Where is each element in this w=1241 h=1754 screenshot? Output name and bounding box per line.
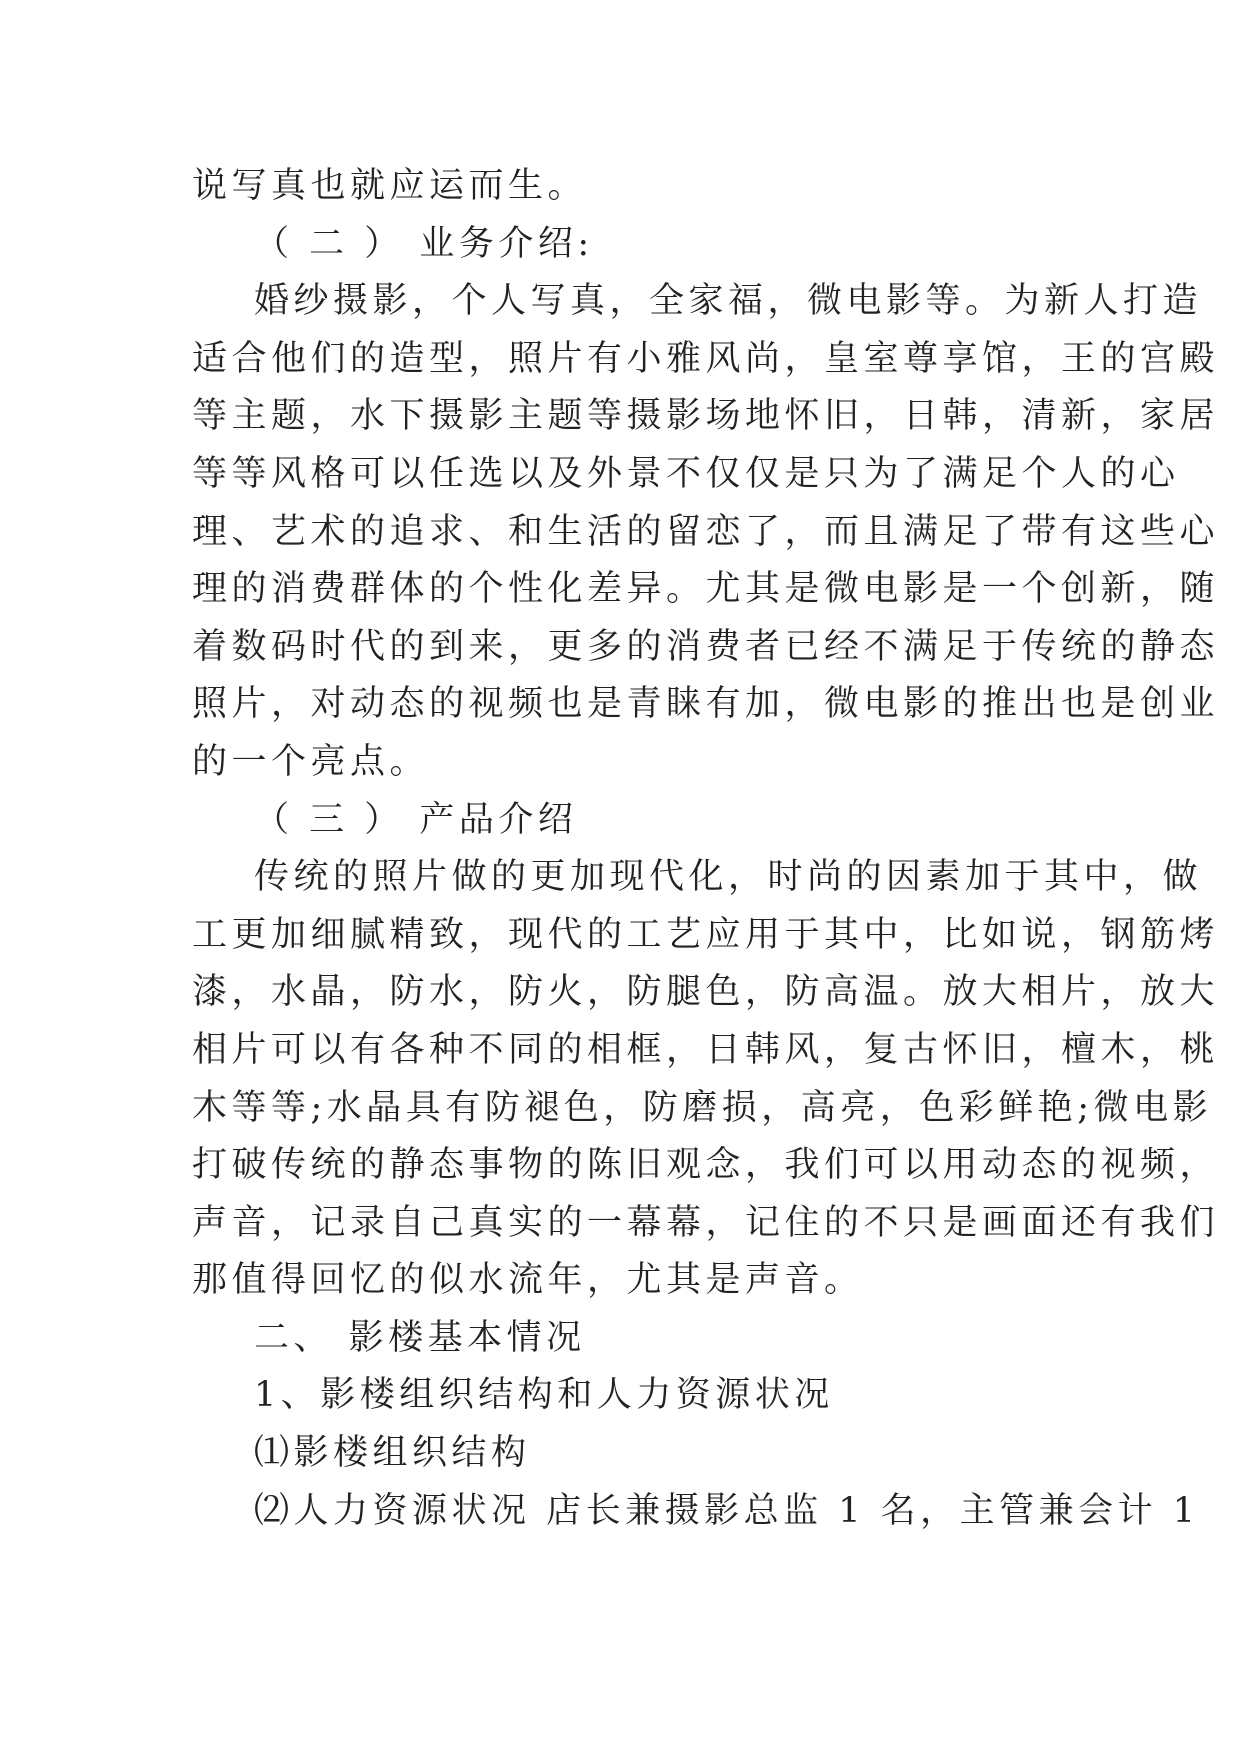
list-item: ⑴影楼组织结构 xyxy=(254,1433,531,1474)
paragraph-line: 声音，记录自己真实的一幕幕，记住的不只是画面还有我们 xyxy=(192,1202,1220,1243)
section-heading: （ 二 ） 业务介绍: xyxy=(254,223,594,264)
paragraph-line: 婚纱摄影，个人写真，全家福，微电影等。为新人打造 xyxy=(254,281,1203,322)
paragraph-line: 等主题，水下摄影主题等摄影场地怀旧，日韩，清新，家居 xyxy=(192,396,1220,437)
subsection-heading: 1、影楼组织结构和人力资源状况 xyxy=(254,1375,834,1416)
paragraph-line: 的一个亮点。 xyxy=(192,741,430,782)
paragraph-line: 打破传统的静态事物的陈旧观念，我们可以用动态的视频， xyxy=(192,1145,1220,1186)
section-heading: （ 三 ） 产品介绍 xyxy=(254,799,578,840)
paragraph-line: 相片可以有各种不同的相框，日韩风，复古怀旧，檀木，桃 xyxy=(192,1029,1220,1070)
paragraph-line: 照片，对动态的视频也是青睐有加，微电影的推出也是创业 xyxy=(192,684,1220,725)
document-body xyxy=(192,158,1220,1540)
paragraph-line: 木等等;水晶具有防褪色，防磨损，高亮，色彩鲜艳;微电影 xyxy=(192,1087,1213,1128)
paragraph-line: 那值得回忆的似水流年，尤其是声音。 xyxy=(192,1260,864,1301)
list-item: ⑵人力资源状况 店长兼摄影总监 1 名，主管兼会计 1 xyxy=(254,1490,1200,1531)
paragraph-line: 适合他们的造型，照片有小雅风尚，皇室尊享馆，王的宫殿 xyxy=(192,338,1220,379)
paragraph-line: 理的消费群体的个性化差异。尤其是微电影是一个创新，随 xyxy=(192,569,1220,610)
paragraph-line: 理、艺术的追求、和生活的留恋了，而且满足了带有这些心 xyxy=(192,511,1220,552)
paragraph-line: 传统的照片做的更加现代化，时尚的因素加于其中，做 xyxy=(254,857,1203,898)
section-heading: 二、 影楼基本情况 xyxy=(254,1317,586,1358)
paragraph-line: 工更加细腻精致，现代的工艺应用于其中，比如说，钢筋烤 xyxy=(192,914,1220,955)
paragraph-line: 等等风格可以任选以及外景不仅仅是只为了满足个人的心 xyxy=(192,453,1180,494)
paragraph-line: 说写真也就应运而生。 xyxy=(192,166,588,206)
paragraph-line: 着数码时代的到来，更多的消费者已经不满足于传统的静态 xyxy=(192,626,1220,667)
paragraph-line: 漆，水晶，防水，防火，防腿色，防高温。放大相片，放大 xyxy=(192,972,1220,1013)
